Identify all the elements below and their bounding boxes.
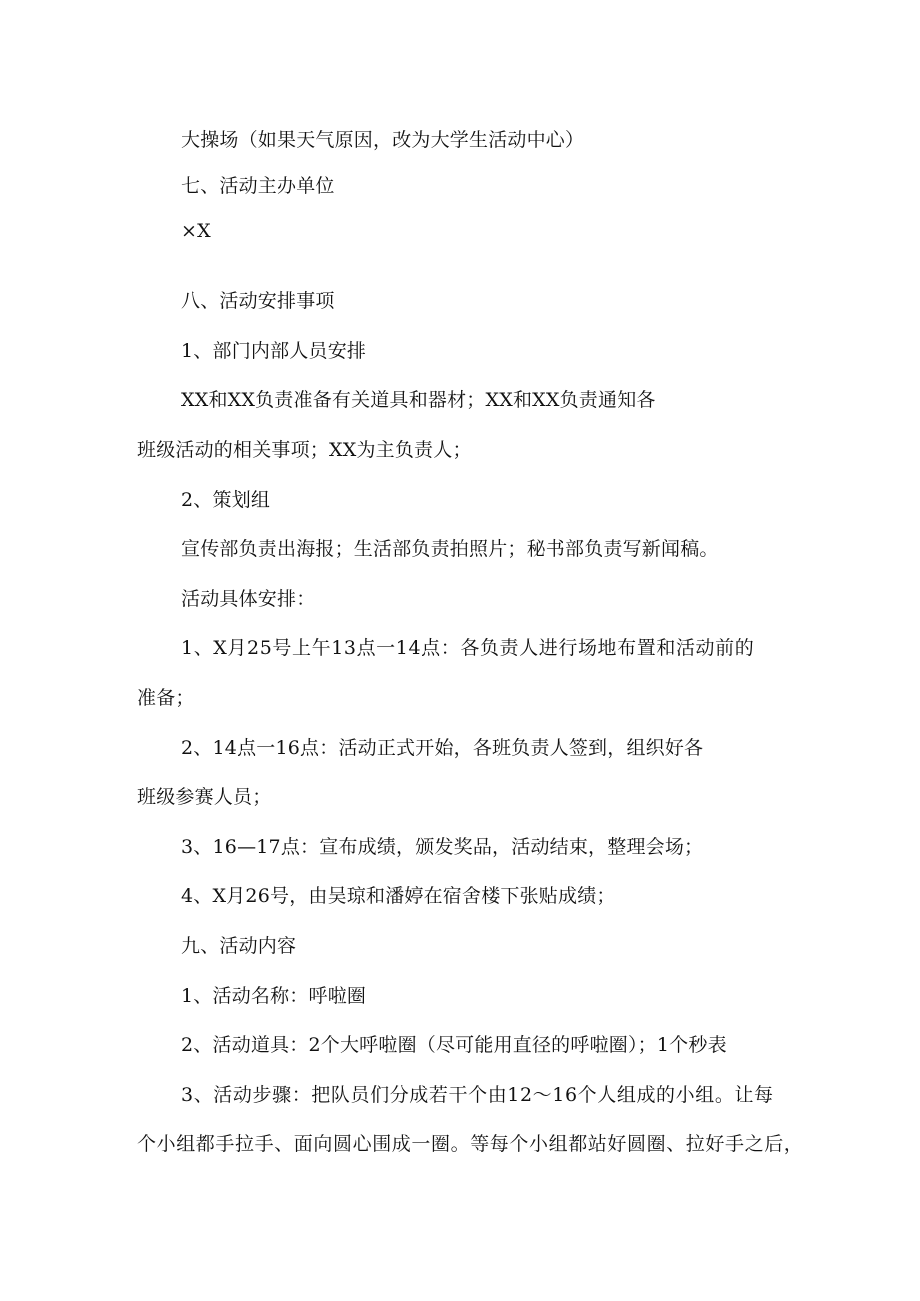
venue-line: 大操场（如果天气原因，改为大学生活动中心） — [181, 129, 585, 151]
organizer-line: ×X — [181, 220, 211, 242]
schedule-item-3: 3、16—17点：宣布成绩，颁发奖品，活动结束，整理会场； — [181, 836, 704, 858]
activity-steps-line-1: 3、活动步骤：把队员们分成若干个由12～16个人组成的小组。让每 — [181, 1084, 774, 1106]
section-seven-heading: 七、活动主办单位 — [181, 175, 335, 197]
section-nine-heading: 九、活动内容 — [181, 935, 297, 957]
subheading-staff-arrangement: 1、部门内部人员安排 — [181, 340, 367, 362]
activity-steps-line-2: 个小组都手拉手、面向圆心围成一圈。等每个小组都站好圆圈、拉好手之后， — [137, 1133, 804, 1155]
activity-name-line: 1、活动名称：呼啦圈 — [181, 985, 367, 1007]
schedule-item-4: 4、X月26号，由吴琼和潘婷在宿舍楼下张贴成绩； — [181, 885, 616, 907]
schedule-item-1-line-2: 准备； — [137, 687, 195, 709]
section-eight-heading: 八、活动安排事项 — [181, 290, 335, 312]
schedule-item-2-line-1: 2、14点一16点：活动正式开始，各班负责人签到，组织好各 — [181, 737, 704, 759]
staff-arrangement-line-2: 班级活动的相关事项；XX为主负责人； — [137, 439, 472, 461]
staff-arrangement-line-1: XX和XX负责准备有关道具和器材；XX和XX负责通知各 — [181, 389, 656, 411]
subheading-planning-group: 2、策划组 — [181, 489, 271, 511]
activity-props-line: 2、活动道具：2个大呼啦圈（尽可能用直径的呼啦圈）；1个秒表 — [181, 1034, 727, 1056]
schedule-item-1-line-1: 1、X月25号上午13点一14点：各负责人进行场地布置和活动前的 — [181, 637, 755, 659]
schedule-item-2-line-2: 班级参赛人员； — [137, 786, 272, 808]
planning-group-line: 宣传部负责出海报；生活部负责拍照片；秘书部负责写新闻稿。 — [181, 538, 719, 560]
schedule-heading: 活动具体安排： — [181, 588, 316, 610]
